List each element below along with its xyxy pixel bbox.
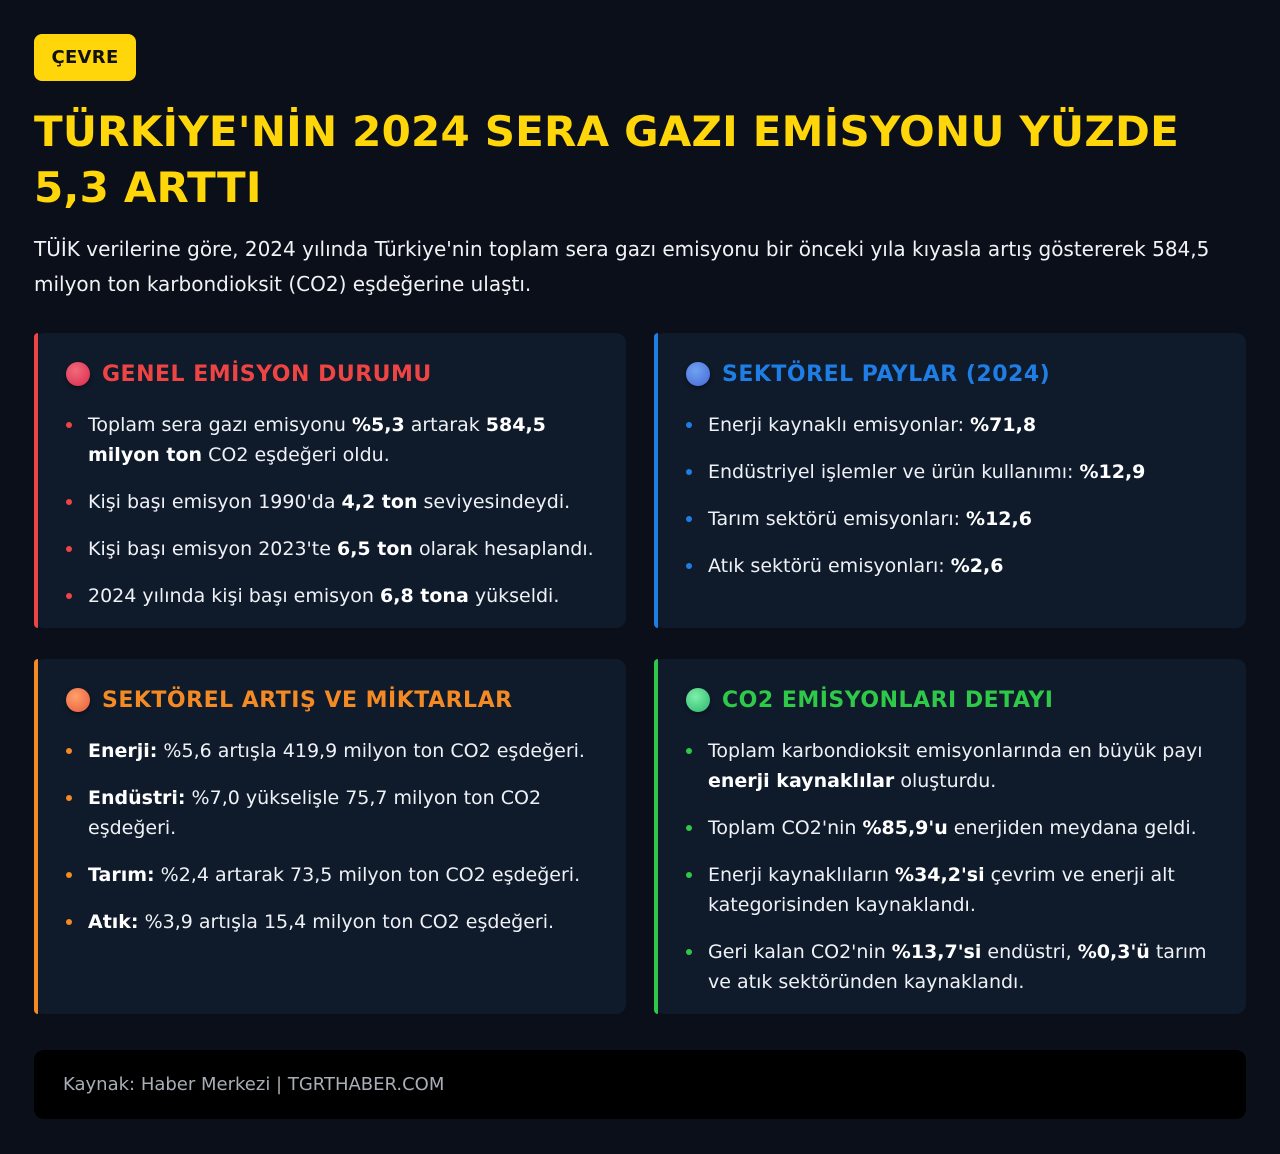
list-item: Atık: %3,9 artışla 15,4 milyon ton CO2 eşdeğeri. — [66, 907, 602, 937]
list-item: Toplam karbondioksit emisyonlarında en büyük payı enerji kaynaklılar oluşturdu. — [686, 736, 1222, 796]
category-badge: ÇEVRE — [34, 34, 136, 81]
list-item: Tarım: %2,4 artarak 73,5 milyon ton CO2 eşdeğeri. — [66, 860, 602, 890]
list-item: Kişi başı emisyon 2023'te 6,5 ton olarak hesaplandı. — [66, 534, 602, 564]
card-sektorel-artis — [34, 659, 626, 1014]
card-header — [686, 358, 1222, 390]
bullet-list — [66, 410, 602, 611]
list-item: Toplam sera gazı emisyonu %5,3 artarak 584,5 milyon ton CO2 eşdeğeri oldu. — [66, 410, 602, 470]
list-item: Kişi başı emisyon 1990'da 4,2 ton seviyesindeydi. — [66, 487, 602, 517]
lead-paragraph: TÜİK verilerine göre, 2024 yılında Türkiye'nin toplam sera gazı emisyonu bir önceki yıla kıyasla artış göstererek 584,5 milyon ton karbondioksit (CO2) eşdeğerine ulaştı. — [34, 237, 1210, 296]
list-item: Toplam CO2'nin %85,9'u enerjiden meydana geldi. — [686, 813, 1222, 843]
card-title: GENEL EMİSYON DURUMU — [102, 361, 432, 387]
bullet-list — [66, 736, 602, 937]
card-genel-emisyon — [34, 333, 626, 628]
bullet-list — [686, 736, 1222, 997]
card-title: SEKTÖREL PAYLAR (2024) — [722, 361, 1051, 387]
card-sektorel-paylar — [654, 333, 1246, 628]
source-text: Kaynak: Haber Merkezi | TGRTHABER.COM — [63, 1074, 445, 1095]
card-co2-detay — [654, 659, 1246, 1014]
green-circle-icon — [686, 688, 710, 712]
card-header — [686, 684, 1222, 716]
blue-circle-icon — [686, 362, 710, 386]
list-item: Endüstriyel işlemler ve ürün kullanımı: %12,9 — [686, 457, 1222, 487]
list-item: Enerji kaynaklıların %34,2'si çevrim ve enerji alt kategorisinden kaynaklandı. — [686, 860, 1222, 920]
list-item: 2024 yılında kişi başı emisyon 6,8 tona yükseldi. — [66, 581, 602, 611]
source-footer — [34, 1050, 1246, 1119]
orange-circle-icon — [66, 688, 90, 712]
list-item: Enerji kaynaklı emisyonlar: %71,8 — [686, 410, 1222, 440]
list-item: Enerji: %5,6 artışla 419,9 milyon ton CO2 eşdeğeri. — [66, 736, 602, 766]
list-item: Atık sektörü emisyonları: %2,6 — [686, 551, 1222, 581]
card-header — [66, 684, 602, 716]
list-item: Endüstri: %7,0 yükselişle 75,7 milyon ton CO2 eşdeğeri. — [66, 783, 602, 843]
card-title: SEKTÖREL ARTIŞ VE MİKTARLAR — [102, 687, 513, 713]
card-header — [66, 358, 602, 390]
bullet-list — [686, 410, 1222, 581]
red-circle-icon — [66, 362, 90, 386]
list-item: Tarım sektörü emisyonları: %12,6 — [686, 504, 1222, 534]
card-title: CO2 EMİSYONLARI DETAYI — [722, 687, 1054, 713]
page-title: TÜRKİYE'NİN 2024 SERA GAZI EMİSYONU YÜZDE 5,3 ARTTI — [34, 107, 1179, 212]
list-item: Geri kalan CO2'nin %13,7'si endüstri, %0,3'ü tarım ve atık sektöründen kaynaklandı. — [686, 937, 1222, 997]
